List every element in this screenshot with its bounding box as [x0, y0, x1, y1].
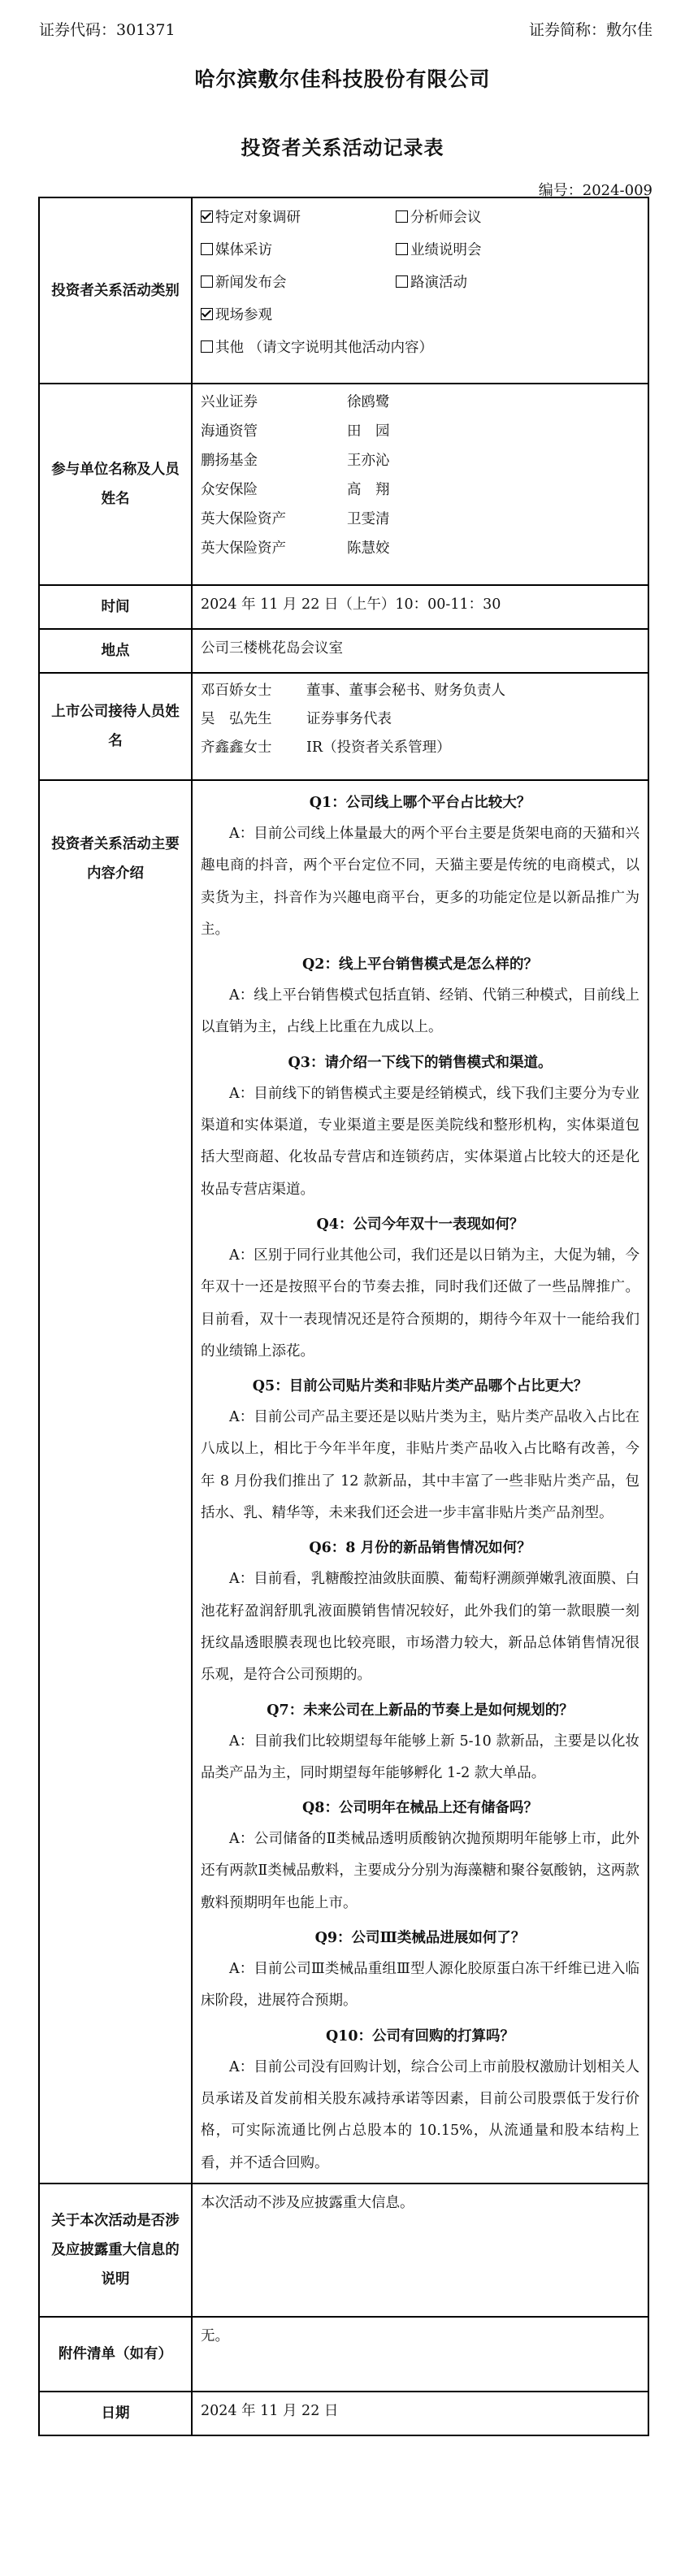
- time-label: 时间: [39, 585, 192, 629]
- checkbox-icon[interactable]: [201, 243, 213, 255]
- answer: A：目前线下的销售模式主要是经销模式，线下我们主要分为专业渠道和实体渠道，专业渠道主要是医美院线和整形机构，实体渠道包括大型商超、化妆品专营店和连锁药店，实体渠道占比较大的还是化妆品专营店渠道。: [201, 1085, 639, 1198]
- activity-option[interactable]: [396, 237, 639, 263]
- checkbox-icon[interactable]: [201, 275, 213, 288]
- activity-option-label: 现场参观: [215, 307, 272, 323]
- activity-type-row: [39, 197, 648, 384]
- answer: A：目前公司线上体量最大的两个平台主要是货架电商的天猫和兴趣电商的抖音，两个平台定位不同，天猫主要是传统的电商模式，以卖货为主，抖音作为兴趣电商平台，更多的功能定位是以新品推广为主。: [201, 826, 639, 938]
- participant-org: 鹏扬基金: [201, 453, 258, 469]
- activity-option[interactable]: [201, 237, 396, 263]
- activity-type-options: [192, 197, 648, 384]
- participant-name: 高 翔: [347, 482, 390, 498]
- question: Q1：公司线上哪个平台占比较大？: [309, 795, 531, 811]
- receptionist-row: [201, 677, 639, 705]
- attachments-value: 无。: [192, 2317, 648, 2392]
- activity-option-label: 媒体采访: [215, 242, 272, 258]
- participant-org: 兴业证券: [201, 394, 258, 410]
- receptionist-role: IR（投资者关系管理）: [306, 739, 451, 756]
- record-table: [38, 197, 649, 2436]
- receptionist-role: 证券事务代表: [306, 711, 392, 727]
- participant-row: [201, 475, 639, 505]
- participant-row: [201, 388, 639, 417]
- activity-option-label: 其他 （请文字说明其他活动内容）: [215, 340, 434, 356]
- participant-name: 王亦沁: [347, 453, 390, 469]
- answer: A：目前我们比较期望每年能够上新 5-10 款新品，主要是以化妆品类产品为主，同时期望每年能够孵化 1-2 款大单品。: [201, 1733, 639, 1781]
- participant-name: 陈慧姣: [347, 540, 390, 557]
- question: Q9：公司Ⅲ类械品进展如何了？: [314, 1930, 526, 1947]
- material-info-label: 关于本次活动是否涉及应披露重大信息的说明: [39, 2184, 192, 2317]
- question: Q3：请介绍一下线下的销售模式和渠道。: [288, 1054, 553, 1071]
- date-label: 日期: [39, 2392, 192, 2435]
- participants-row: [39, 384, 648, 585]
- answer: A：目前公司产品主要还是以贴片类为主，贴片类产品收入占比在八成以上，相比于今年半年度，非贴片类产品收入占比略有改善，今年 8 月份我们推出了 12 款新品，其中丰富了一些非贴片类产品，包括水、乳、精华等，未来我们还会进一步丰富非贴片类产品剂型。: [201, 1409, 639, 1522]
- answer: A：目前公司没有回购计划，综合公司上市前股权激励计划相关人员承诺及首发前相关股东减持承诺等因素，目前公司股票低于发行价格，可实际流通比例占总股本的 10.15%，从流通量和股本结构上看，并不适合回购。: [201, 2058, 639, 2171]
- receptionist-name: 邓百娇女士: [201, 683, 272, 699]
- question: Q10：公司有回购的打算吗？: [325, 2027, 515, 2045]
- activity-option[interactable]: [201, 270, 396, 296]
- answer: A：目前看，乳糖酸控油敛肤面膜、葡萄籽溯颜弹嫩乳液面膜、白池花籽盈润舒肌乳液面膜销售情况较好，此外我们的第一款眼膜一刻抚纹晶透眼膜表现也比较亮眼，市场潜力较大，新品总体销售情况很乐观，是符合公司预期的。: [201, 1571, 639, 1684]
- participant-org: 海通资管: [201, 423, 258, 440]
- checkbox-icon[interactable]: [201, 210, 213, 223]
- time-row: [39, 585, 648, 629]
- participant-row: [201, 505, 639, 534]
- receptionist-role: 董事、董事会秘书、财务负责人: [306, 683, 505, 699]
- activity-option[interactable]: [396, 270, 639, 296]
- question: Q6：8 月份的新品销售情况如何？: [309, 1540, 531, 1557]
- answer: A：公司储备的Ⅱ类械品透明质酸钠次抛预期明年能够上市，此外还有两款Ⅱ类械品敷料，主要成分分别为海藻糖和聚谷氨酸钠，这两款敷料预期明年也能上市。: [201, 1831, 639, 1911]
- checkbox-grid: [201, 202, 639, 364]
- activity-option[interactable]: [396, 205, 639, 231]
- answer: A：线上平台销售模式包括直销、经销、代销三种模式，目前线上以直销为主，占线上比重在九成以上。: [201, 987, 639, 1036]
- activity-option-label: 分析师会议: [410, 210, 482, 226]
- answer: A：区别于同行业其他公司，我们还是以日销为主，大促为辅，今年双十一还是按照平台的节奏去推，同时我们还做了一些品牌推广。目前看，双十一表现情况还是符合预期的，期待今年双十一能给我们的业绩锦上添花。: [201, 1247, 639, 1360]
- question: Q2：线上平台销售模式是怎么样的？: [302, 956, 538, 974]
- answer: A：目前公司Ⅲ类械品重组Ⅲ型人源化胶原蛋白冻干纤维已进入临床阶段，进展符合预期。: [201, 1961, 639, 2010]
- receptionists-label: 上市公司接待人员姓名: [39, 673, 192, 780]
- participant-name: 田 园: [347, 423, 390, 440]
- stock-code: 证券代码：301371: [39, 21, 176, 39]
- location-row: [39, 629, 648, 673]
- checkbox-icon[interactable]: [201, 308, 213, 320]
- participants-label: 参与单位名称及人员姓名: [39, 384, 192, 585]
- attachments-label: 附件清单（如有）: [39, 2317, 192, 2392]
- attachments-row: [39, 2317, 648, 2392]
- activity-option[interactable]: [201, 335, 639, 361]
- material-info-row: [39, 2184, 648, 2317]
- document-number: 编号：2024-009: [538, 182, 652, 199]
- company-name: 哈尔滨敷尔佳科技股份有限公司: [194, 67, 491, 91]
- participant-org: 众安保险: [201, 482, 258, 498]
- date-row: [39, 2392, 648, 2435]
- activity-option-label: 新闻发布会: [215, 275, 287, 291]
- main-content-label: 投资者关系活动主要内容介绍: [39, 780, 192, 2184]
- main-content-row: [39, 780, 648, 2184]
- receptionists-list: [192, 673, 648, 780]
- activity-option-label: 特定对象调研: [215, 210, 301, 226]
- checkbox-icon[interactable]: [396, 210, 408, 223]
- participant-row: [201, 417, 639, 446]
- checkbox-icon[interactable]: [201, 340, 213, 353]
- participants-list: [192, 384, 648, 585]
- activity-type-label: 投资者关系活动类别: [39, 197, 192, 384]
- participant-org: 英大保险资产: [201, 511, 286, 527]
- document-title: 投资者关系活动记录表: [241, 136, 444, 159]
- question: Q7：未来公司在上新品的节奏上是如何规划的？: [267, 1702, 574, 1719]
- location-label: 地点: [39, 629, 192, 673]
- location-value: 公司三楼桃花岛会议室: [192, 629, 648, 673]
- date-value: 2024 年 11 月 22 日: [192, 2392, 648, 2435]
- participant-org: 英大保险资产: [201, 540, 286, 557]
- receptionist-row: [201, 705, 639, 734]
- participant-row: [201, 534, 639, 563]
- participant-row: [201, 446, 639, 475]
- activity-option[interactable]: [201, 205, 396, 231]
- question: Q4：公司今年双十一表现如何？: [316, 1216, 524, 1233]
- receptionist-row: [201, 734, 639, 762]
- activity-option-label: 路演活动: [410, 275, 467, 291]
- participant-name: 卫雯清: [347, 511, 390, 527]
- main-content-body: [192, 780, 648, 2184]
- checkbox-icon[interactable]: [396, 275, 408, 288]
- receptionist-name: 吴 弘先生: [201, 711, 272, 727]
- activity-option-label: 业绩说明会: [410, 242, 482, 258]
- checkbox-icon[interactable]: [396, 243, 408, 255]
- question: Q5：目前公司贴片类和非贴片类产品哪个占比更大？: [252, 1378, 588, 1395]
- activity-option[interactable]: [201, 302, 396, 328]
- stock-short-name: 证券简称：敷尔佳: [528, 21, 652, 39]
- participant-name: 徐鸥鹭: [347, 394, 390, 410]
- question: Q8：公司明年在械品上还有储备吗？: [302, 1800, 538, 1817]
- material-info-value: 本次活动不涉及应披露重大信息。: [192, 2184, 648, 2317]
- receptionists-row: [39, 673, 648, 780]
- receptionist-name: 齐鑫鑫女士: [201, 739, 272, 756]
- time-value: 2024 年 11 月 22 日（上午）10：00-11：30: [192, 585, 648, 629]
